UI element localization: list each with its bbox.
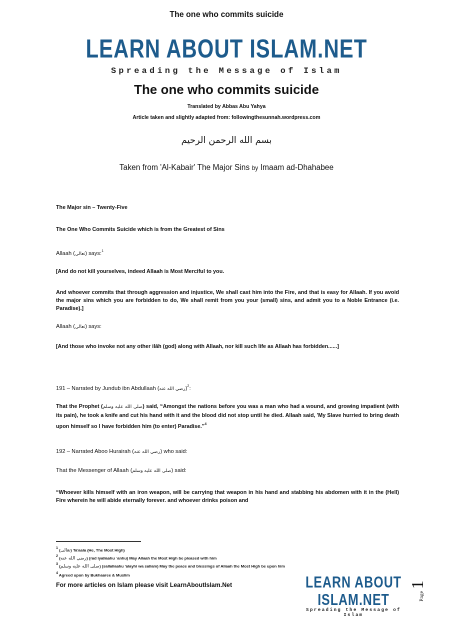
text-fragment: ) who said: (160, 449, 188, 455)
page-word: Page (419, 591, 425, 602)
arabic-fragment: رضي الله عنه (60, 556, 87, 562)
taken-from-by: by (251, 166, 259, 172)
text-fragment: Allaah ( (56, 324, 75, 330)
basmala: بسم الله الرحمن الرحيم (181, 136, 272, 146)
hadith-191 (56, 403, 399, 431)
allaah-says-2 (56, 323, 399, 332)
arabic-fragment: تعالى (74, 251, 86, 257)
footnote-mark: 3 (56, 562, 58, 566)
text-fragment: ) said, “Amongst the nations before you was a man who had a wound, and growing impatient (with its pain), he took a knife and cut his hand with it and the blood did not stop until he died. Allaah said, 'My Slave hurried to bring death upon himself so I have forbidden him (to enter) Paradise.” (56, 404, 400, 431)
page-number (408, 576, 438, 606)
logo-tagline: Spreading the Message of Islam (110, 66, 343, 76)
verse-2: [And those who invoke not any other ilāh (god) along with Allaah, nor kill such life as Allaah has forbidden......] (56, 344, 339, 350)
text-fragment: That the Prophet ( (56, 404, 103, 410)
footnote-mark: 4 (56, 571, 58, 575)
page-title: The one who commits suicide (134, 82, 319, 97)
arabic-fragment: صلى الله عليه وسلم (132, 469, 172, 474)
text-fragment: ) says: (85, 324, 102, 330)
site-logo (0, 35, 453, 76)
footnote-mark: 2 (187, 384, 190, 388)
taken-from-text: Taken from 'Al-Kabair' The Major Sins (119, 163, 250, 172)
logo-text: LEARN ABOUT ISLAM.NET (85, 35, 368, 64)
text-fragment: Allaah ( (56, 250, 75, 257)
translator-credit: Translated by Abbas Abu Yahya (187, 104, 266, 110)
hadith-192: “Whoever kills himself with an iron weapon, will be carrying that weapon in his hand and stabbing his abdomen with it in the (Hell) Fire wherein he will abide eternally forever. and whoever drinks poison and (56, 490, 399, 505)
footer-website-link[interactable]: For more articles on Islam please visit LearnAboutIslam.Net (56, 582, 233, 589)
footnote-text: (rad iyallaahu `anhu) May Allaah the Most High be pleased with him (88, 555, 217, 561)
footnote-text: (sallallaahu 'alayhi wa sallam) May the peace and blessings of Allaah the Most High be upon him (101, 563, 285, 569)
text-fragment: ) said: (171, 468, 187, 474)
section-heading: The One Who Commits Suicide which is from the Greatest of Sins (56, 227, 225, 233)
text-fragment: 192 – Narrated Aboo Hurairah ( (56, 449, 135, 455)
text-fragment: ) (185, 385, 188, 392)
taken-from-author: Imaam ad-Dhahabee (260, 163, 334, 172)
verse-1: [And do not kill yourselves, indeed Allaah is Most Merciful to you. (56, 269, 225, 275)
footnote-mark: 1 (101, 249, 104, 253)
footnote-mark: 2 (56, 554, 58, 558)
arabic-fragment: تعالى (60, 548, 71, 554)
footnote-2: 2 (رضي الله عنه) (rad iyallaahu `anhu) May Allaah the Most High be pleased with him (56, 554, 217, 562)
arabic-fragment: تعالى (74, 325, 86, 330)
arabic-fragment: رضي الله عنه (159, 386, 186, 392)
narration-191 (56, 382, 399, 394)
footnote-mark: 4 (204, 422, 207, 427)
footer-logo-tagline: Spreading the Message of Islam (306, 608, 401, 618)
footnote-3: 3 (صلى الله عليه وسلم) (sallallaahu 'alayhi wa sallam) May the peace and blessings of Allaah the Most High be upon him (56, 562, 285, 570)
verse-1-continued: And whoever commits that through aggression and injustice, We shall cast him into the Fire, and that is easy for Allaah. If you avoid the major sins which you are forbidden to do, We shall remit from you your (small) sins, and admit you to a Noble Entrance (i.e. Paradise).] (56, 290, 399, 313)
text-fragment: ) says: (85, 250, 102, 257)
footnote-text: Agreed upon by Bukhaaree & Muslim (58, 572, 130, 578)
allaah-says-1 (56, 247, 399, 259)
messenger-said (56, 467, 399, 476)
footnote-text: Ta'aala (He, The Most High) (72, 547, 125, 553)
narration-192 (56, 448, 399, 457)
text-fragment: : (189, 385, 191, 392)
footer-logo-text: LEARN ABOUT ISLAM.NET (305, 573, 402, 609)
taken-from-line (0, 163, 453, 172)
running-header: The one who commits suicide (169, 10, 284, 19)
footnote-mark: 1 (56, 546, 58, 550)
text-fragment: 191 – Narrated by Jundub ibn Abdullaah ( (56, 385, 160, 392)
footnote-1: 1 (تعالى) Ta'aala (He, The Most High) (56, 546, 125, 554)
footer-logo (296, 573, 411, 618)
arabic-fragment: صلى الله عليه وسلم (60, 564, 100, 570)
page-number-value: 1 (408, 580, 427, 590)
text-fragment: That the Messenger of Allaah ( (56, 468, 133, 474)
footnote-divider (56, 541, 141, 542)
arabic-fragment: صلى الله عليه وسلم (102, 405, 143, 410)
arabic-fragment: رضي الله عنه (134, 450, 161, 455)
section-major-sin: The Major sin – Twenty-Five (56, 205, 128, 211)
source-credit: Article taken and slightly adapted from: followingthesunnah.wordpress.com (132, 115, 321, 121)
